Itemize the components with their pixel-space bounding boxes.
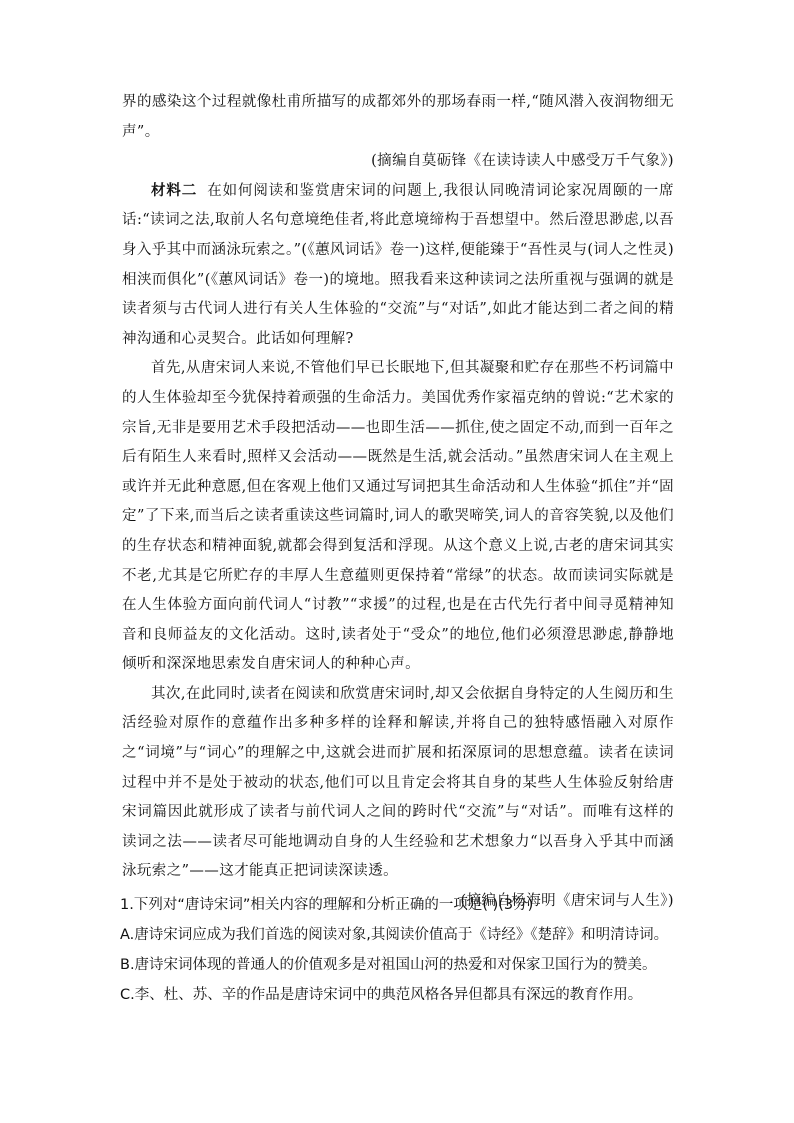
option-b[interactable]: B.唐诗宋词体现的普通人的价值观多是对祖国山河的热爱和对保家卫国行为的赞美。 [120,957,657,973]
material2-label: 材料二 [151,182,198,199]
material1-source: (摘编自莫砺锋《在读诗读人中感受万千气象》) [371,153,674,170]
material2-p1-text: 在如何阅读和鉴赏唐宋词的问题上,我很认同晚清词论家况周颐的一席话:“读词之法,取前人名句意境绝佳者,将此意境缔构于吾想望中。然后澄思渺虑,以吾身入乎其中而涵泳玩索之。”(《蕙风词话》卷一)这样,便能臻于“吾性灵与(词人之性灵)相浃而俱化”(《蕙风词话》卷一)的境地。照我看来这种读词之法所重视与强调的就是读者须与古代词人进行有关人生体验的“交流”与“对话”,如此才能达到二者之间的精神沟通和心灵契合。此话如何理解? [122,182,674,347]
question-1 [120,890,700,1010]
material1-tail-paragraph: 界的感染这个过程就像杜甫所描写的成都郊外的那场春雨一样,“随风潜入夜润物细无声”。 [122,94,674,140]
option-a[interactable]: A.唐诗宋词应成为我们首选的阅读对象,其阅读价值高于《诗经》《楚辞》和明清诗词。 [120,927,669,943]
question-1-stem: 1.下列对“唐诗宋词”相关内容的理解和分析正确的一项是( )(3分) [120,897,534,913]
material2-paragraph-3: 其次,在此同时,读者在阅读和欣赏唐宋词时,却又会依据自身特定的人生阅历和生活经验对原作的意蕴作出多种多样的诠释和解读,并将自己的独特感悟融入对原作之“词境”与“词心”的理解之中,这就会进而扩展和拓深原词的思想意蕴。读者在读词过程中并不是处于被动的状态,他们可以且肯定会将其自身的某些人生体验反射给唐宋词篇因此就形成了读者与前代词人之间的跨时代“交流”与“对话”。而唯有这样的读词之法——读者尽可能地调动自身的人生经验和艺术想象力“以吾身入乎其中而涵泳玩索之”——这才能真正把词读深读透。 [122,685,674,880]
article-body [122,88,674,917]
option-c[interactable]: C.李、杜、苏、辛的作品是唐诗宋词中的典范风格各异但都具有深远的教育作用。 [120,987,643,1003]
material2-paragraph-1 [122,177,674,355]
material2-source: (摘编自杨海明《唐宋词与人生》) [460,893,674,910]
material2-paragraph-2: 首先,从唐宋词人来说,不管他们早已长眠地下,但其凝聚和贮存在那些不朽词篇中的人生体验却至今犹保持着顽强的生命活力。美国优秀作家福克纳的曾说:“艺术家的宗旨,无非是要用艺术手段把活动——也即生活——抓住,使之固定不动,而到一百年之后有陌生人来看时,照样又会活动——既然是生活,就会活动。”虽然唐宋词人在主观上或许并无此种意愿,但在客观上他们又通过写词把其生命活动和人生体验“抓住”并“固定”了下来,而当后之读者重读这些词篇时,词人的歌哭啼笑,词人的音容笑貌,以及他们的生存状态和精神面貌,就都会得到复活和浮现。从这个意义上说,古老的唐宋词其实不老,尤其是它所贮存的丰厚人生意蕴则更保持着“常绿”的状态。故而读词实际就是在人生体验方面向前代词人“讨教”“求援”的过程,也是在古代先行者中间寻觅精神知音和良师益友的文化活动。这时,读者处于“受众”的地位,他们必须澄思渺虑,静静地倾听和深深地思索发自唐宋词人的种种心声。 [122,360,674,673]
